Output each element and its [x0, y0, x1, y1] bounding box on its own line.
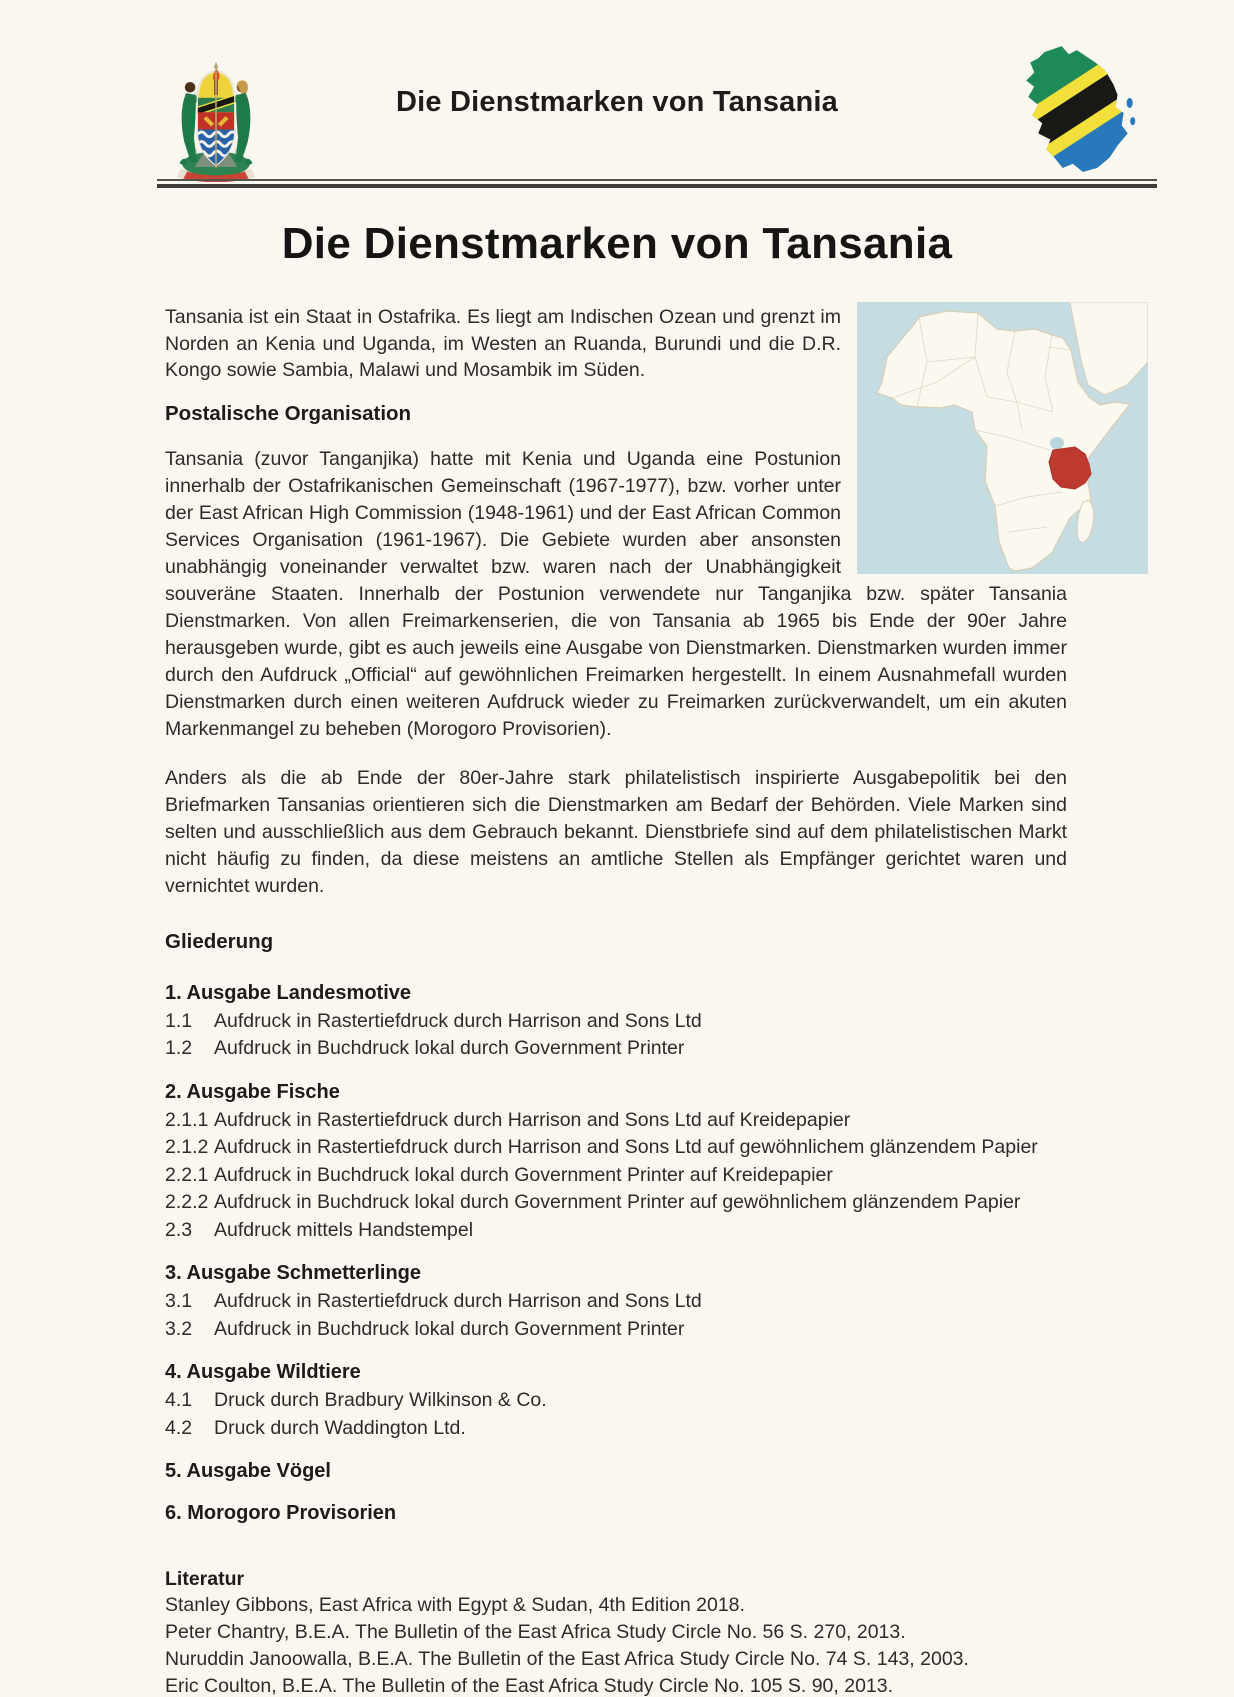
- outline-item-number: 3.2: [165, 1317, 193, 1340]
- section-heading-gliederung: Gliederung: [165, 929, 274, 953]
- outline-item: [165, 1134, 1067, 1162]
- outline-section-6: [165, 1500, 1067, 1526]
- outline-section-title: 3. Ausgabe Schmetterlinge: [165, 1262, 421, 1284]
- outline-section-title: 6. Morogoro Provisorien: [165, 1502, 397, 1524]
- outline-item-number: 4.2: [165, 1416, 193, 1439]
- outline-item-number: 3.1: [165, 1290, 193, 1312]
- outline-section-5: [165, 1458, 1067, 1484]
- outline-item: [165, 1415, 1067, 1443]
- page-title: Die Dienstmarken von Tansania: [281, 219, 953, 268]
- outline-section-4: [165, 1359, 1067, 1442]
- outline-item: [165, 1189, 1067, 1217]
- outline-item: [165, 1316, 1067, 1344]
- africa-locator-map: [857, 302, 1148, 574]
- outline-item-text: Aufdruck in Buchdruck lokal durch Government Printer auf gewöhnlichem glänzendem Papier: [214, 1191, 1021, 1213]
- outline-item: [165, 1387, 1067, 1415]
- outline-section-3: [165, 1260, 1067, 1343]
- outline-section-title: 2. Ausgabe Fische: [165, 1080, 340, 1103]
- outline-section-title: 4. Ausgabe Wildtiere: [165, 1361, 361, 1383]
- outline-section-title: 5. Ausgabe Vögel: [165, 1460, 331, 1482]
- section-heading-postalische-organisation: Postalische Organisation: [165, 401, 412, 425]
- literature-heading: Literatur: [165, 1568, 245, 1590]
- outline-section-1: [165, 980, 1067, 1063]
- literature-entry: Stanley Gibbons, East Africa with Egypt & Sudan, 4th Edition 2018.: [165, 1594, 745, 1616]
- outline-item-text: Aufdruck in Rastertiefdruck durch Harrison and Sons Ltd auf Kreidepapier: [214, 1108, 851, 1131]
- page-header: [0, 0, 1234, 188]
- paragraph-postal-organisation: Tansania (zuvor Tanganjika) hatte mit Kenia und Uganda eine Postunion innerhalb der Ostafrikanischen Gemeinschaft (1967-1977), bzw. vorher unter der East African High Commission (1948-1961) und der East African Common Services Organisation (1961-1967). Die Gebiete wurden aber ansonsten unabhängig voneinander verwaltet bzw. waren nach der Unabhängigkeit souveräne Staaten. Innerhalb der Postunion verwendete nur Tanganjika bzw. später Tansania Dienstmarken. Von allen Freimarkenserien, die von Tansania ab 1965 bis Ende der 90er Jahre herausgeben wurde, gibt es auch jeweils eine Ausgabe von Dienstmarken. Dienstmarken wurden immer durch den Aufdruck „Official“ auf gewöhnlichen Freimarken hergestellt. In einem Ausnahmefall wurden Dienstmarken durch einen weiteren Aufdruck wieder zu Freimarken zurückverwandelt, um ein akuten Markenmangel zu beheben (Morogoro Provisorien).: [165, 447, 1067, 740]
- outline-item-number: 2.2.1: [165, 1163, 209, 1186]
- paragraph-issuing-policy: Anders als die ab Ende der 80er-Jahre stark philatelistisch inspirierte Ausgabepolitik bei den Briefmarken Tansanias orientieren sich die Dienstmarken am Bedarf der Behörden. Viele Marken sind selten und ausschließlich aus dem Gebrauch bekannt. Dienstbriefe sind auf dem philatelistischen Markt nicht häufig zu finden, da diese meistens an amtliche Stellen als Empfänger gerichtet waren und vernichtet wurden.: [165, 766, 1067, 897]
- outline-item-text: Druck durch Waddington Ltd.: [214, 1416, 466, 1439]
- outline-item-text: Aufdruck in Rastertiefdruck durch Harrison and Sons Ltd: [214, 1009, 702, 1032]
- outline-item: [165, 1008, 1067, 1036]
- outline-section-2: [165, 1079, 1067, 1245]
- outline-item-text: Aufdruck in Buchdruck lokal durch Government Printer: [214, 1317, 685, 1340]
- literature-entry: Nuruddin Janoowalla, B.E.A. The Bulletin of the East Africa Study Circle No. 74 S. 143, 2003.: [165, 1648, 969, 1670]
- literature-entry: Eric Coulton, B.E.A. The Bulletin of the East Africa Study Circle No. 105 S. 90, 2013.: [165, 1675, 894, 1697]
- outline-item-number: 1.1: [165, 1009, 193, 1032]
- outline-item-text: Aufdruck in Rastertiefdruck durch Harrison and Sons Ltd auf gewöhnlichem glänzendem Papier: [214, 1136, 1038, 1158]
- header-title: Die Dienstmarken von Tansania: [395, 86, 839, 118]
- outline-item-text: Aufdruck in Buchdruck lokal durch Government Printer auf Kreidepapier: [214, 1163, 833, 1186]
- literature-section: [165, 1566, 1067, 1697]
- tanzania-flag-map-icon: [1016, 40, 1152, 178]
- outline-item-number: 4.1: [165, 1389, 193, 1411]
- outline-item: [165, 1107, 1067, 1135]
- outline-item-number: 2.1.1: [165, 1108, 209, 1131]
- outline-item: [165, 1162, 1067, 1190]
- literature-entry: Peter Chantry, B.E.A. The Bulletin of the East Africa Study Circle No. 56 S. 270, 2013.: [165, 1621, 906, 1643]
- outline-item: [165, 1288, 1067, 1316]
- outline-item-number: 2.2.2: [165, 1191, 209, 1213]
- intro-paragraph: Tansania ist ein Staat in Ostafrika. Es liegt am Indischen Ozean und grenzt im Norden an Kenia und Uganda, im Westen an Ruanda, Burundi und die D.R. Kongo sowie Sambia, Malawi und Mosambik im Süden.: [165, 306, 841, 381]
- outline-item-number: 1.2: [165, 1037, 193, 1059]
- outline-item-text: Aufdruck mittels Handstempel: [214, 1218, 474, 1241]
- outline-item-text: Aufdruck in Buchdruck lokal durch Government Printer: [214, 1037, 685, 1059]
- outline-item: [165, 1217, 1067, 1245]
- outline-section-title: 1. Ausgabe Landesmotive: [165, 981, 411, 1004]
- outline-item: [165, 1035, 1067, 1063]
- outline-item-number: 2.3: [165, 1218, 193, 1241]
- outline-item-number: 2.1.2: [165, 1136, 209, 1158]
- document-body: [165, 304, 1067, 1697]
- header-divider: [157, 179, 1157, 188]
- outline-item-text: Aufdruck in Rastertiefdruck durch Harrison and Sons Ltd: [214, 1290, 702, 1312]
- outline-item-text: Druck durch Bradbury Wilkinson & Co.: [214, 1389, 547, 1411]
